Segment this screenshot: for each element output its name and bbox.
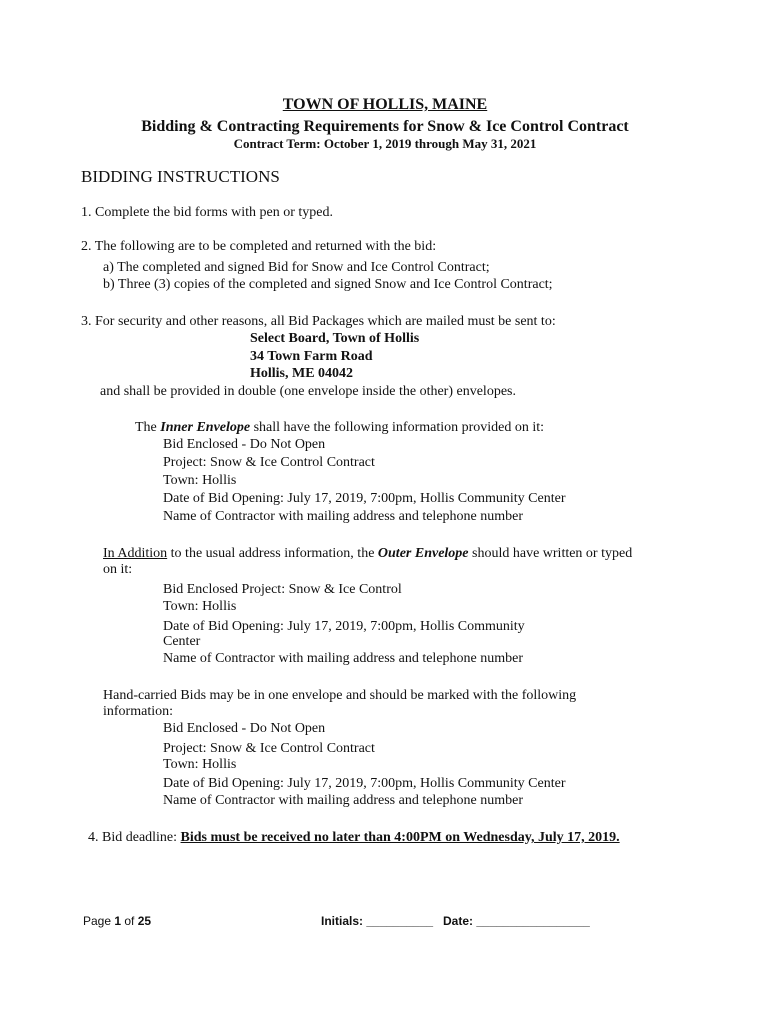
instruction-item-4 bbox=[88, 829, 620, 846]
outer-envelope-line: Bid Enclosed Project: Snow & Ice Control bbox=[163, 582, 402, 597]
outer-envelope-line: Center bbox=[163, 634, 201, 649]
inner-envelope-intro bbox=[135, 419, 544, 436]
hand-carried-line: Name of Contractor with mailing address and telephone number bbox=[163, 793, 524, 808]
document-subtitle: Bidding & Contracting Requirements for Snow & Ice Control Contract bbox=[141, 118, 629, 135]
contract-term: Contract Term: October 1, 2019 through May 31, 2021 bbox=[233, 136, 537, 151]
hand-carried-intro: Hand-carried Bids may be in one envelope and should be marked with the following bbox=[103, 688, 577, 703]
in-addition-label: In Addition bbox=[103, 546, 168, 561]
inner-envelope-line: Project: Snow & Ice Control Contract bbox=[163, 455, 375, 470]
bid-deadline-label: 4. Bid deadline: bbox=[88, 830, 181, 845]
inner-envelope-line: Date of Bid Opening: July 17, 2019, 7:00pm, Hollis Community Center bbox=[163, 491, 566, 506]
instruction-item-2b: b) Three (3) copies of the completed and signed Snow and Ice Control Contract; bbox=[103, 277, 553, 292]
page-total: 25 bbox=[137, 914, 152, 928]
inner-envelope-line: Bid Enclosed - Do Not Open bbox=[163, 437, 326, 452]
page-label: Page bbox=[83, 914, 115, 928]
page-number bbox=[83, 914, 151, 929]
inner-envelope-label: Inner Envelope bbox=[160, 420, 251, 435]
envelope-note: and shall be provided in double (one envelope inside the other) envelopes. bbox=[100, 384, 516, 399]
outer-envelope-line: Date of Bid Opening: July 17, 2019, 7:00pm, Hollis Community bbox=[163, 619, 525, 634]
outer-envelope-line: Town: Hollis bbox=[163, 599, 237, 614]
mailing-address-line: 34 Town Farm Road bbox=[250, 349, 373, 364]
hand-carried-line: Bid Enclosed - Do Not Open bbox=[163, 721, 326, 736]
initials-field: Initials: __________ bbox=[321, 914, 434, 928]
section-heading: BIDDING INSTRUCTIONS bbox=[81, 167, 280, 186]
outer-envelope-line: Name of Contractor with mailing address and telephone number bbox=[163, 651, 524, 666]
intro-text: The bbox=[135, 420, 161, 435]
hand-carried-line: Date of Bid Opening: July 17, 2019, 7:00pm, Hollis Community Center bbox=[163, 776, 566, 791]
page-of: of bbox=[121, 914, 138, 928]
intro-text: to the usual address information, the bbox=[167, 546, 378, 561]
instruction-item-1: 1. Complete the bid forms with pen or typed. bbox=[81, 205, 333, 220]
hand-carried-line: Town: Hollis bbox=[163, 757, 237, 772]
inner-envelope-line: Name of Contractor with mailing address and telephone number bbox=[163, 509, 524, 524]
outer-envelope-intro bbox=[103, 545, 632, 562]
instruction-item-2a: a) The completed and signed Bid for Snow and Ice Control Contract; bbox=[103, 260, 490, 275]
inner-envelope-line: Town: Hollis bbox=[163, 473, 237, 488]
bid-deadline-text: Bids must be received no later than 4:00PM on Wednesday, July 17, 2019. bbox=[180, 830, 620, 845]
instruction-item-2: 2. The following are to be completed and returned with the bid: bbox=[81, 239, 437, 254]
date-field: Date: _________________ bbox=[443, 914, 590, 928]
document-title: TOWN OF HOLLIS, MAINE bbox=[282, 96, 488, 113]
hand-carried-line: Project: Snow & Ice Control Contract bbox=[163, 741, 375, 756]
intro-text: should have written or typed bbox=[468, 546, 633, 561]
page-current: 1 bbox=[114, 914, 122, 928]
instruction-item-3: 3. For security and other reasons, all Bid Packages which are mailed must be sent to: bbox=[81, 314, 556, 329]
outer-envelope-label: Outer Envelope bbox=[377, 546, 469, 561]
mailing-address-line: Select Board, Town of Hollis bbox=[250, 331, 420, 346]
intro-text: shall have the following information provided on it: bbox=[250, 420, 545, 435]
hand-carried-intro-cont: information: bbox=[103, 704, 173, 719]
outer-envelope-intro-cont: on it: bbox=[103, 562, 133, 577]
mailing-address-line: Hollis, ME 04042 bbox=[250, 366, 354, 381]
